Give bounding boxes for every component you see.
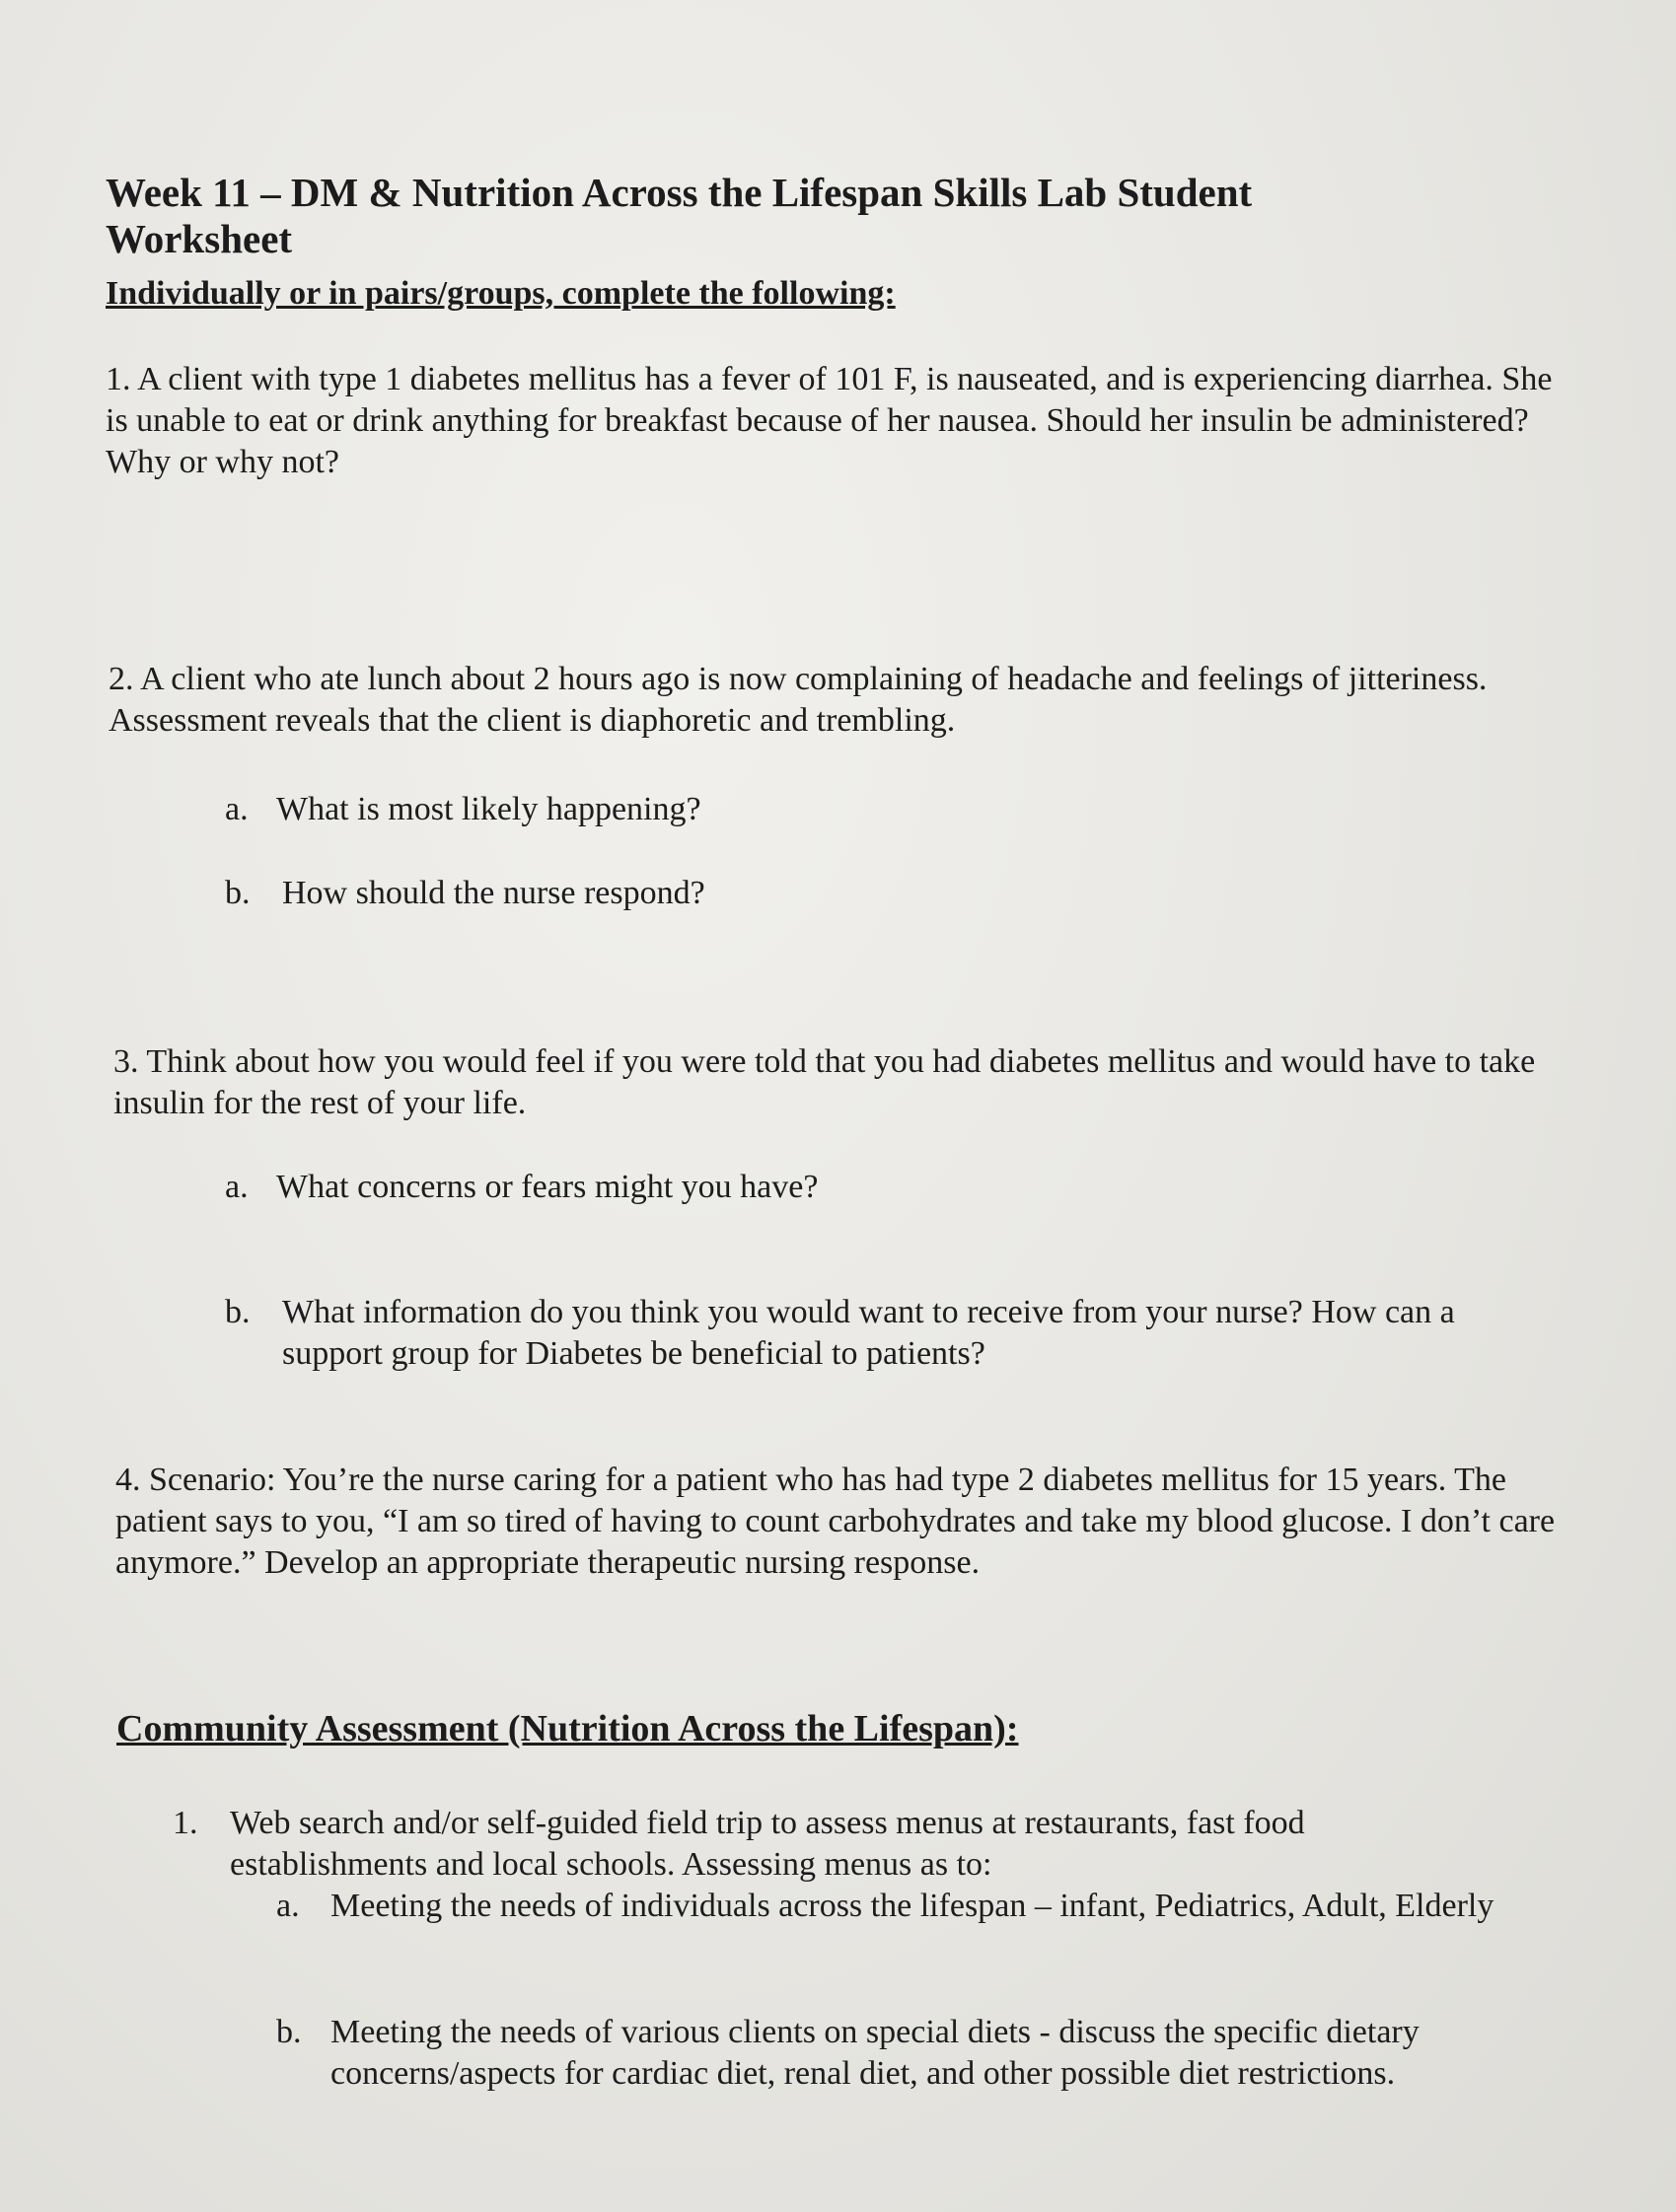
question-3b-text: What information do you think you would want to receive from your nurse? How can a support group for Diabetes be beneficial to patients? [282,1294,1455,1372]
community-item-1a-text: Meeting the needs of individuals across the lifespan – infant, Pediatrics, Adult, Elderly [330,1888,1494,1924]
community-item-1-label: 1. [173,1805,198,1841]
community-assessment-heading: Community Assessment (Nutrition Across the Lifespan): [116,1708,1019,1749]
community-item-1b-label: b. [276,2014,302,2050]
question-2a-text: What is most likely happening? [276,791,701,827]
community-item-1-text: Web search and/or self-guided field trip to assess menus at restaurants, fast food establishments and local schools. Assessing menus as to: [230,1805,1305,1883]
question-3a [225,1167,1675,1208]
question-4: 4. Scenario: You’re the nurse caring for a patient who has had type 2 diabetes mellitus for 15 years. The patient says to you, “I am so tired of having to count carbohydrates and take my blood glucose. I don’t care anymore.” Develop an appropriate therapeutic nursing response. [115,1462,1556,1581]
community-item-1a [276,1886,1529,1927]
question-3: 3. Think about how you would feel if you were told that you had diabetes mellitus and would have to take insulin for the rest of your life. [113,1043,1536,1121]
question-3b [225,1292,1507,1375]
question-3b-label: b. [225,1294,251,1330]
question-2b-label: b. [225,875,251,911]
community-item-1b-text: Meeting the needs of various clients on special diets - discuss the specific dietary concerns/aspects for cardiac diet, renal diet, and other possible diet restrictions. [330,2014,1420,2092]
instructions: Individually or in pairs/groups, complete the following: [106,275,896,312]
community-item-1b [276,2012,1549,2095]
question-2b-text: How should the nurse respond? [282,875,705,911]
question-3a-label: a. [225,1169,249,1205]
community-item-1 [173,1803,1485,1886]
question-2a-label: a. [225,791,249,827]
question-2b [225,873,1675,914]
page-title: Week 11 – DM & Nutrition Across the Lifespan Skills Lab Student Worksheet [106,170,1253,261]
question-3a-text: What concerns or fears might you have? [276,1169,819,1205]
question-1: 1. A client with type 1 diabetes mellitus has a fever of 101 F, is nauseated, and is experiencing diarrhea. She is unable to eat or drink anything for breakfast because of her nausea. Should her insulin be administered? Why or why not? [106,361,1553,480]
question-2a [225,789,1675,830]
question-2: 2. A client who ate lunch about 2 hours ago is now complaining of headache and feelings of jitteriness. Assessment reveals that the client is diaphoretic and trembling. [109,661,1488,739]
community-item-1a-label: a. [276,1888,300,1924]
